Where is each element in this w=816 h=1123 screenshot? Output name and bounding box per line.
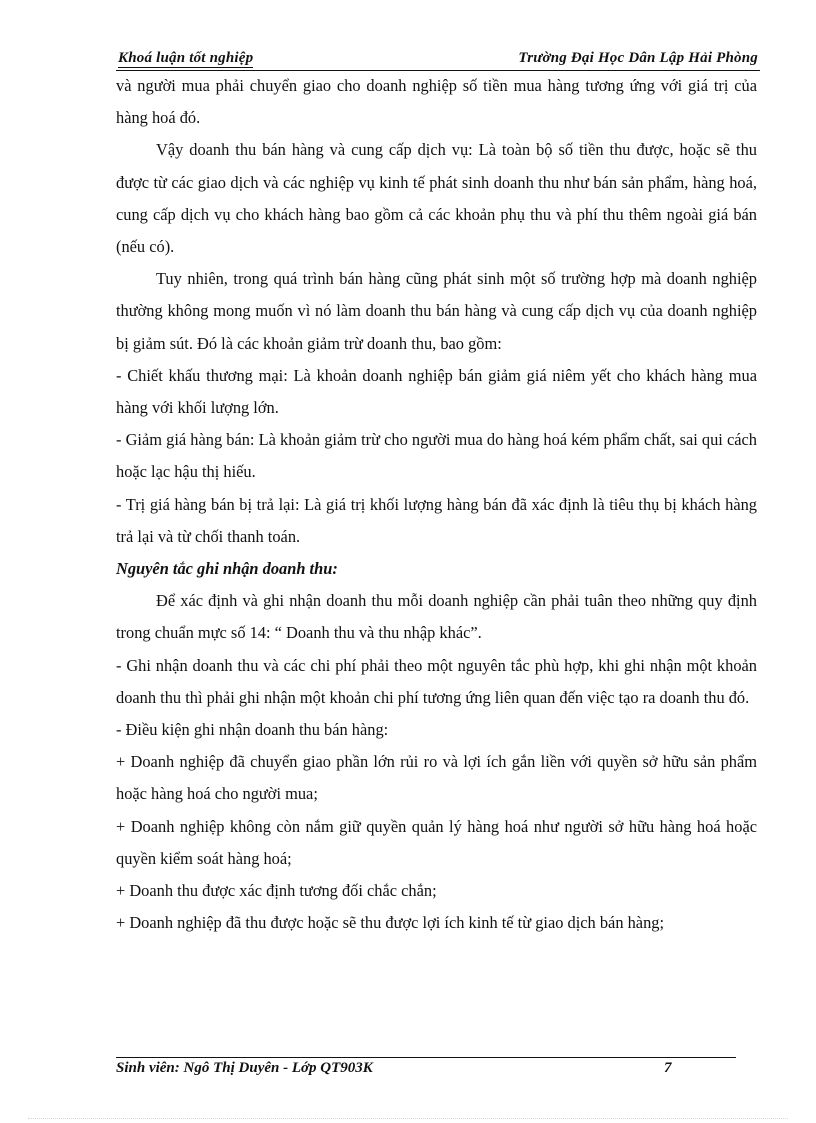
list-item-reliable-measure: + Doanh thu được xác định tương đối chắc chắn; xyxy=(116,881,437,901)
paragraph-standard-14: Để xác định và ghi nhận doanh thu mỗi doanh nghiệp cần phải tuân theo những quy định trong chuẩn mực số 14: “ Doanh thu và thu nhập khác”. xyxy=(116,591,757,643)
page-header xyxy=(116,48,760,71)
page-bottom-dotted-border xyxy=(28,1118,788,1119)
list-item-sales-allowance: - Giảm giá hàng bán: Là khoản giảm trừ cho người mua do hàng hoá kém phẩm chất, sai qui cách hoặc lạc hậu thị hiếu. xyxy=(116,430,757,482)
list-item-no-control: + Doanh nghiệp không còn nắm giữ quyền quản lý hàng hoá như người sở hữu hàng hoá hoặc quyền kiểm soát hàng hoá; xyxy=(116,816,757,868)
page-number: 7 xyxy=(664,1060,672,1076)
header-university: Trường Đại Học Dân Lập Hải Phòng xyxy=(518,50,758,66)
paragraph-revenue-definition: Vậy doanh thu bán hàng và cung cấp dịch vụ: Là toàn bộ số tiền thu được, hoặc sẽ thu được từ các giao dịch và các nghiệp vụ kinh tế phát sinh doanh thu như bán sản phẩm, hàng hoá, cung cấp dịch vụ cho khách hàng bao gồm cả các khoản phụ thu và phí thu thêm ngoài giá bán (nếu có). xyxy=(116,140,757,257)
body-text xyxy=(116,70,757,939)
list-item-economic-benefits: + Doanh nghiệp đã thu được hoặc sẽ thu được lợi ích kinh tế từ giao dịch bán hàng; xyxy=(116,913,665,933)
footer-divider xyxy=(116,1057,736,1058)
list-item-trade-discount: - Chiết khấu thương mại: Là khoản doanh nghiệp bán giảm giá niêm yết cho khách hàng mua hàng với khối lượng lớn. xyxy=(116,365,757,418)
list-item-matching-principle: - Ghi nhận doanh thu và các chi phí phải theo một nguyên tắc phù hợp, khi ghi nhận một khoản doanh thu thì phải ghi nhận một khoản chi phí tương ứng liên quan đến việc tạo ra doanh thu đó. xyxy=(116,655,757,707)
list-item-risk-transfer: + Doanh nghiệp đã chuyển giao phần lớn rủi ro và lợi ích gắn liền với quyền sở hữu sản phẩm hoặc hàng hoá cho người mua; xyxy=(116,752,757,804)
list-item-recognition-conditions: - Điều kiện ghi nhận doanh thu bán hàng: xyxy=(116,720,389,740)
section-heading-recognition-principles: Nguyên tắc ghi nhận doanh thu: xyxy=(116,559,338,579)
paragraph-continuation: và người mua phải chuyển giao cho doanh nghiệp số tiền mua hàng tương ứng với giá trị của hàng hoá đó. xyxy=(116,76,757,128)
page-footer xyxy=(116,1060,736,1082)
list-item-sales-returns: - Trị giá hàng bán bị trả lại: Là giá trị khối lượng hàng bán đã xác định là tiêu thụ bị khách hàng trả lại và từ chối thanh toán. xyxy=(116,494,757,546)
footer-student-info: Sinh viên: Ngô Thị Duyên - Lớp QT903K xyxy=(116,1060,373,1076)
header-thesis-title: Khoá luận tốt nghiệp xyxy=(118,50,254,66)
paragraph-deductions-intro: Tuy nhiên, trong quá trình bán hàng cũng phát sinh một số trường hợp mà doanh nghiệp thường không mong muốn vì nó làm doanh thu bán hàng và cung cấp dịch vụ của doanh nghiệp bị giảm sút. Đó là các khoản giảm trừ doanh thu, bao gồm: xyxy=(116,269,757,353)
